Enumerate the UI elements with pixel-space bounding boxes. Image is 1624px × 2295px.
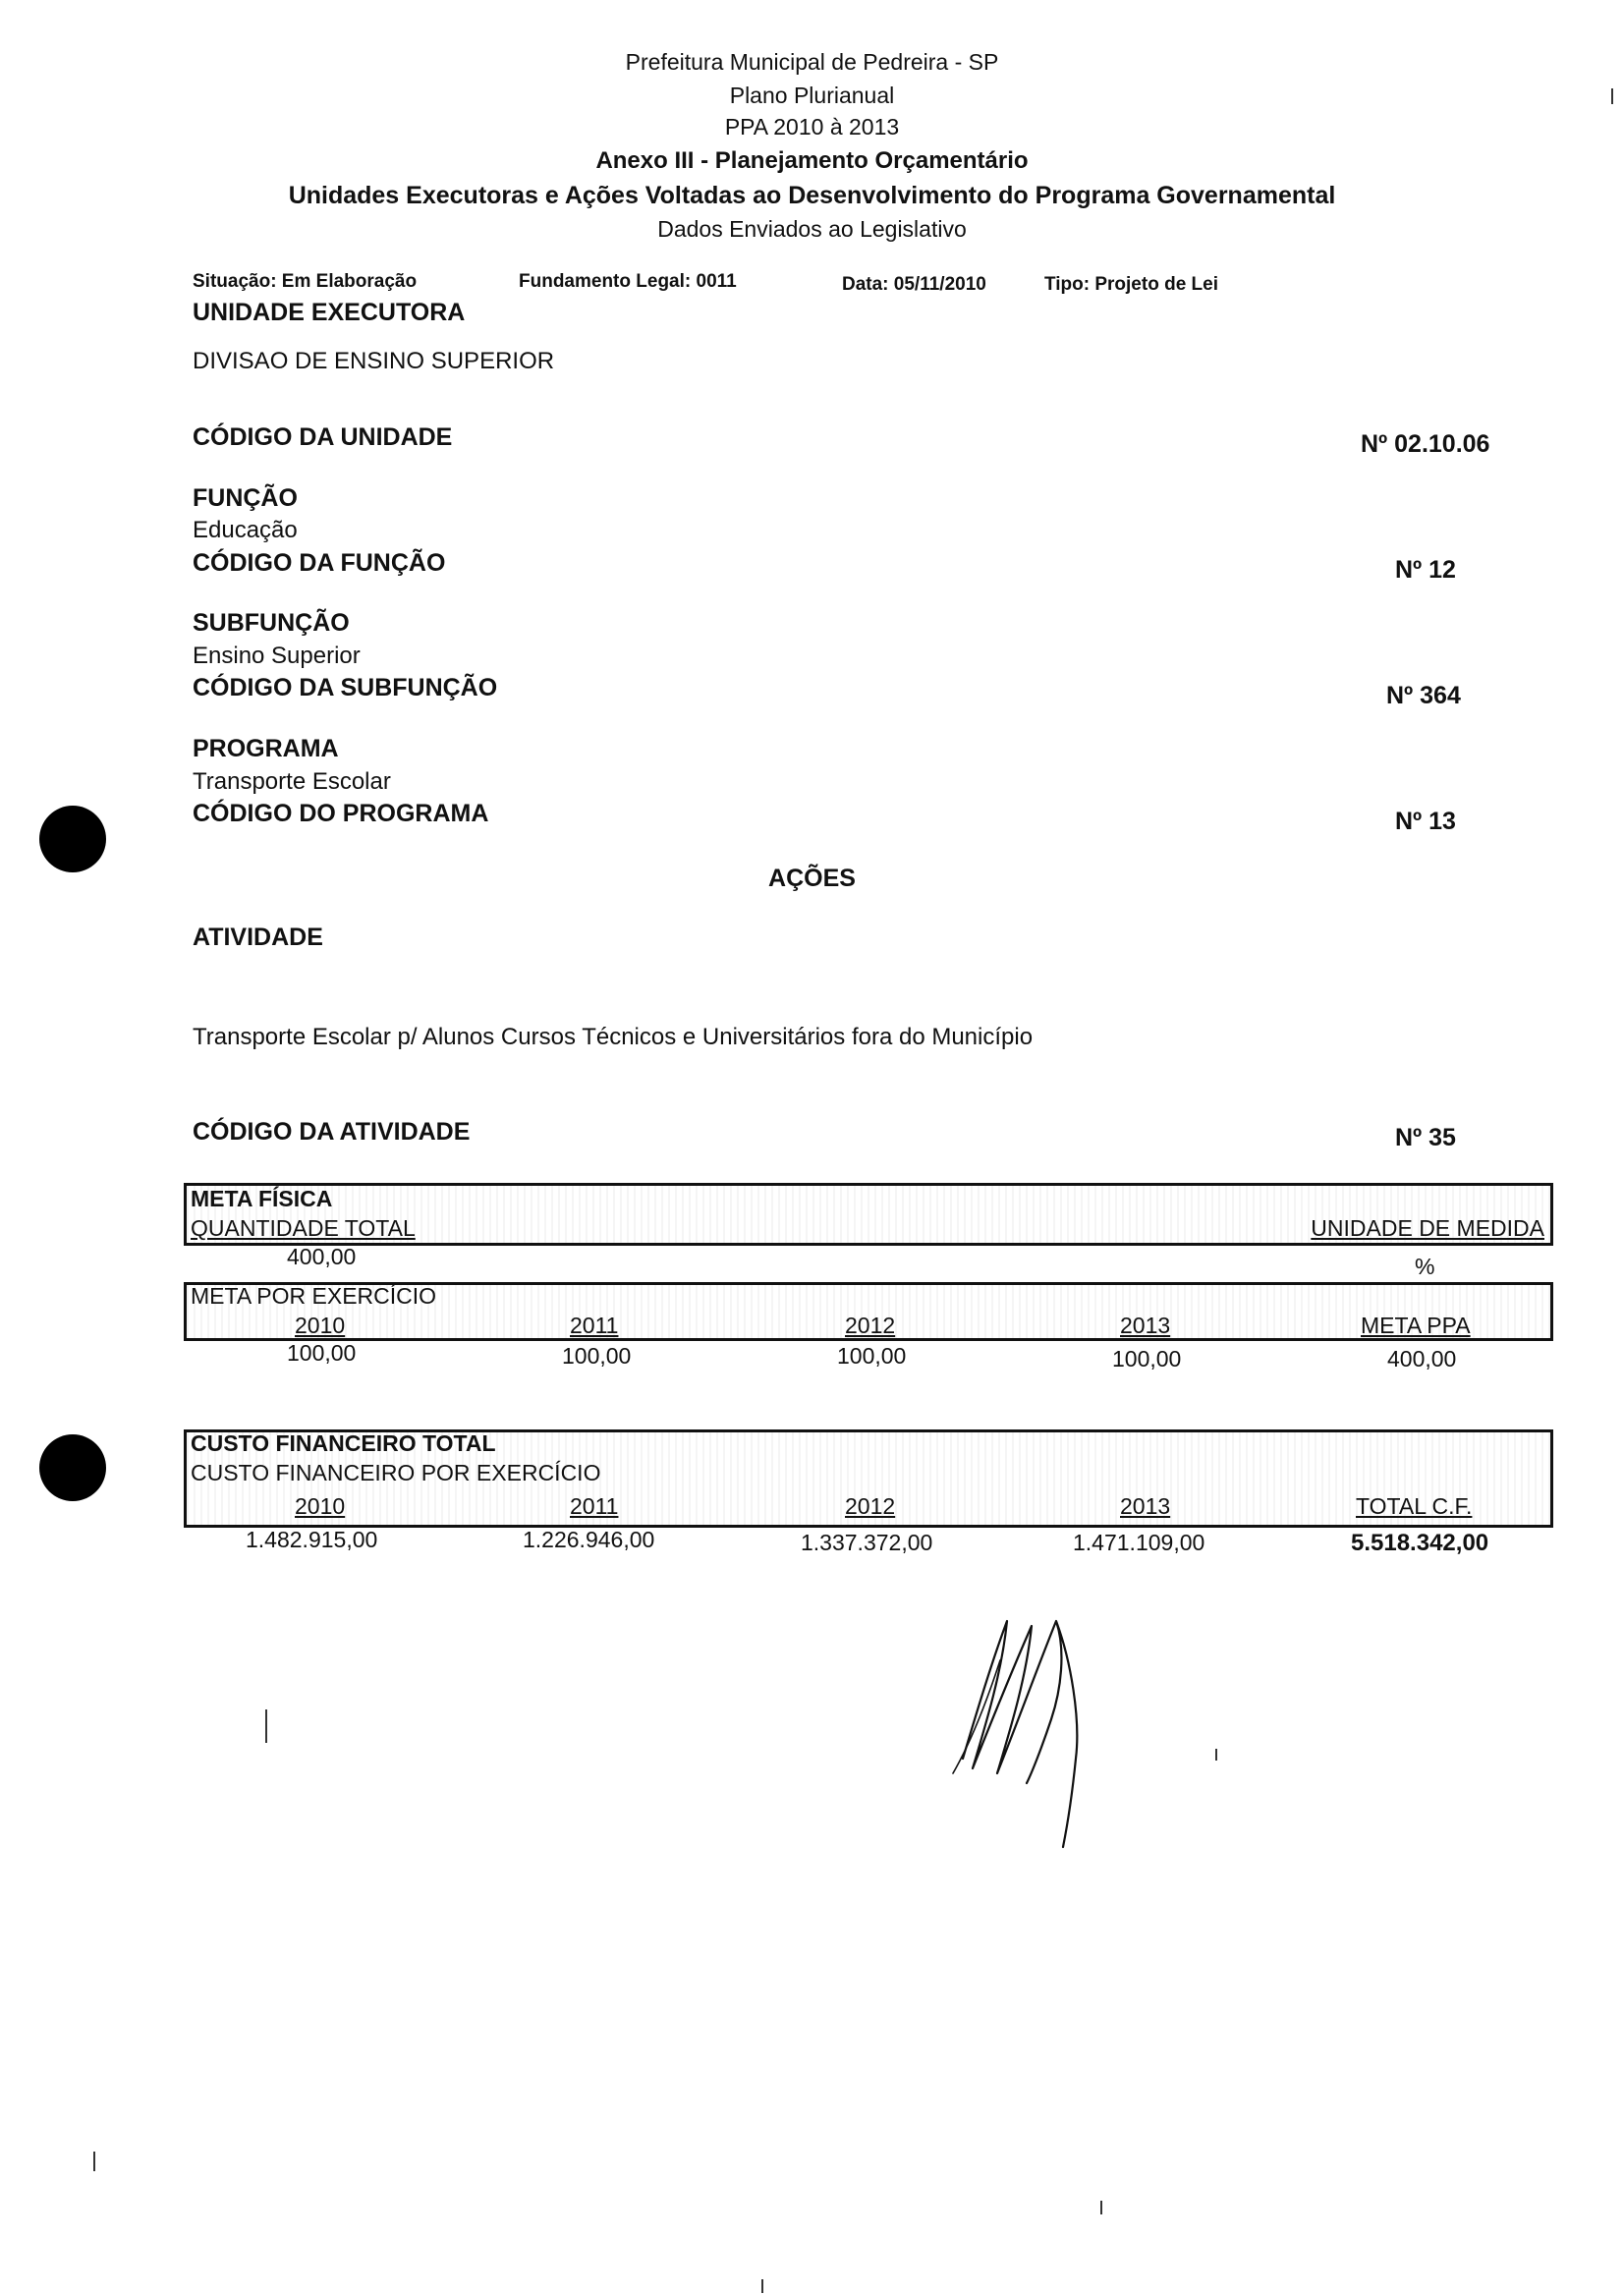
header-unidades: Unidades Executoras e Ações Voltadas ao Desenvolvimento do Programa Governamental — [288, 182, 1336, 209]
atividade-desc: Transporte Escolar p/ Alunos Cursos Técnicos e Universitários fora do Município — [193, 1024, 1034, 1050]
funcao-value: Educação — [193, 517, 298, 543]
header-plano: Plano Plurianual — [729, 83, 895, 108]
punch-hole-top — [39, 806, 106, 872]
scan-speck — [1100, 2201, 1102, 2214]
funcao-code-value: Nº 12 — [1395, 556, 1456, 584]
atividade-code-value: Nº 35 — [1395, 1124, 1456, 1151]
custo-year-2012: 2012 — [845, 1493, 896, 1519]
meta-data: Data: 05/11/2010 — [842, 274, 986, 295]
unidade-label: UNIDADE EXECUTORA — [193, 299, 466, 326]
custo-box — [184, 1429, 1553, 1528]
subfuncao-label: SUBFUNÇÃO — [193, 609, 350, 637]
unidade-medida-value: % — [1415, 1254, 1435, 1279]
meta-value-2011: 100,00 — [562, 1343, 632, 1369]
subfuncao-code-value: Nº 364 — [1386, 682, 1461, 709]
punch-hole-bottom — [39, 1434, 106, 1501]
funcao-code-label: CÓDIGO DA FUNÇÃO — [193, 549, 446, 577]
signature-scribble — [933, 1601, 1130, 1857]
subfuncao-code-label: CÓDIGO DA SUBFUNÇÃO — [193, 674, 498, 701]
meta-exercicio-box — [184, 1282, 1553, 1341]
meta-value-2010: 100,00 — [287, 1340, 357, 1366]
meta-value-2012: 100,00 — [837, 1343, 907, 1369]
custo-value-2012: 1.337.372,00 — [801, 1530, 933, 1555]
scan-speck — [265, 1709, 267, 1743]
programa-label: PROGRAMA — [193, 735, 339, 762]
programa-code-value: Nº 13 — [1395, 808, 1456, 835]
custo-year-2010: 2010 — [295, 1493, 346, 1519]
scan-speck — [761, 2279, 763, 2293]
scan-speck — [1215, 1749, 1217, 1761]
meta-year-2010: 2010 — [295, 1313, 346, 1338]
meta-year-2011: 2011 — [570, 1313, 619, 1338]
meta-ppa-value: 400,00 — [1387, 1346, 1457, 1371]
programa-code-label: CÓDIGO DO PROGRAMA — [193, 800, 489, 827]
custo-total-label: TOTAL C.F. — [1356, 1493, 1473, 1519]
meta-exercicio-title: META POR EXERCÍCIO — [191, 1283, 437, 1309]
quantidade-total-value: 400,00 — [287, 1244, 357, 1269]
custo-value-2010: 1.482.915,00 — [246, 1527, 378, 1552]
unidade-medida-label: UNIDADE DE MEDIDA — [1311, 1215, 1544, 1241]
atividade-label: ATIVIDADE — [193, 924, 323, 951]
meta-year-2012: 2012 — [845, 1313, 896, 1338]
unidade-value: DIVISAO DE ENSINO SUPERIOR — [193, 348, 555, 374]
scan-speck — [1611, 88, 1613, 104]
programa-value: Transporte Escolar — [193, 768, 391, 795]
unidade-code-value: Nº 02.10.06 — [1361, 430, 1490, 458]
custo-value-2013: 1.471.109,00 — [1073, 1530, 1205, 1555]
meta-fisica-box — [184, 1183, 1553, 1246]
meta-value-2013: 100,00 — [1112, 1346, 1182, 1371]
meta-fundamento: Fundamento Legal: 0011 — [519, 271, 737, 292]
meta-tipo: Tipo: Projeto de Lei — [1044, 274, 1218, 295]
header-anexo: Anexo III - Planejamento Orçamentário — [595, 147, 1029, 174]
meta-situacao: Situação: Em Elaboração — [193, 271, 418, 292]
header-dados: Dados Enviados ao Legislativo — [657, 216, 967, 242]
meta-ppa-label: META PPA — [1361, 1313, 1471, 1338]
funcao-label: FUNÇÃO — [193, 484, 298, 512]
custo-year-2013: 2013 — [1120, 1493, 1171, 1519]
meta-fisica-title: META FÍSICA — [191, 1186, 333, 1211]
quantidade-total-label: QUANTIDADE TOTAL — [191, 1215, 416, 1241]
custo-year-2011: 2011 — [570, 1493, 619, 1519]
custo-total-value: 5.518.342,00 — [1351, 1530, 1489, 1556]
unidade-code-label: CÓDIGO DA UNIDADE — [193, 423, 453, 451]
header-ppa: PPA 2010 à 2013 — [724, 114, 900, 140]
custo-exercicio-title: CUSTO FINANCEIRO POR EXERCÍCIO — [191, 1460, 601, 1485]
meta-year-2013: 2013 — [1120, 1313, 1171, 1338]
subfuncao-value: Ensino Superior — [193, 643, 361, 669]
scan-speck — [93, 2152, 95, 2171]
atividade-code-label: CÓDIGO DA ATIVIDADE — [193, 1118, 471, 1146]
acoes-title: AÇÕES — [768, 865, 856, 892]
custo-title: CUSTO FINANCEIRO TOTAL — [191, 1430, 496, 1456]
custo-value-2011: 1.226.946,00 — [523, 1527, 655, 1552]
header-prefeitura: Prefeitura Municipal de Pedreira - SP — [625, 49, 999, 75]
